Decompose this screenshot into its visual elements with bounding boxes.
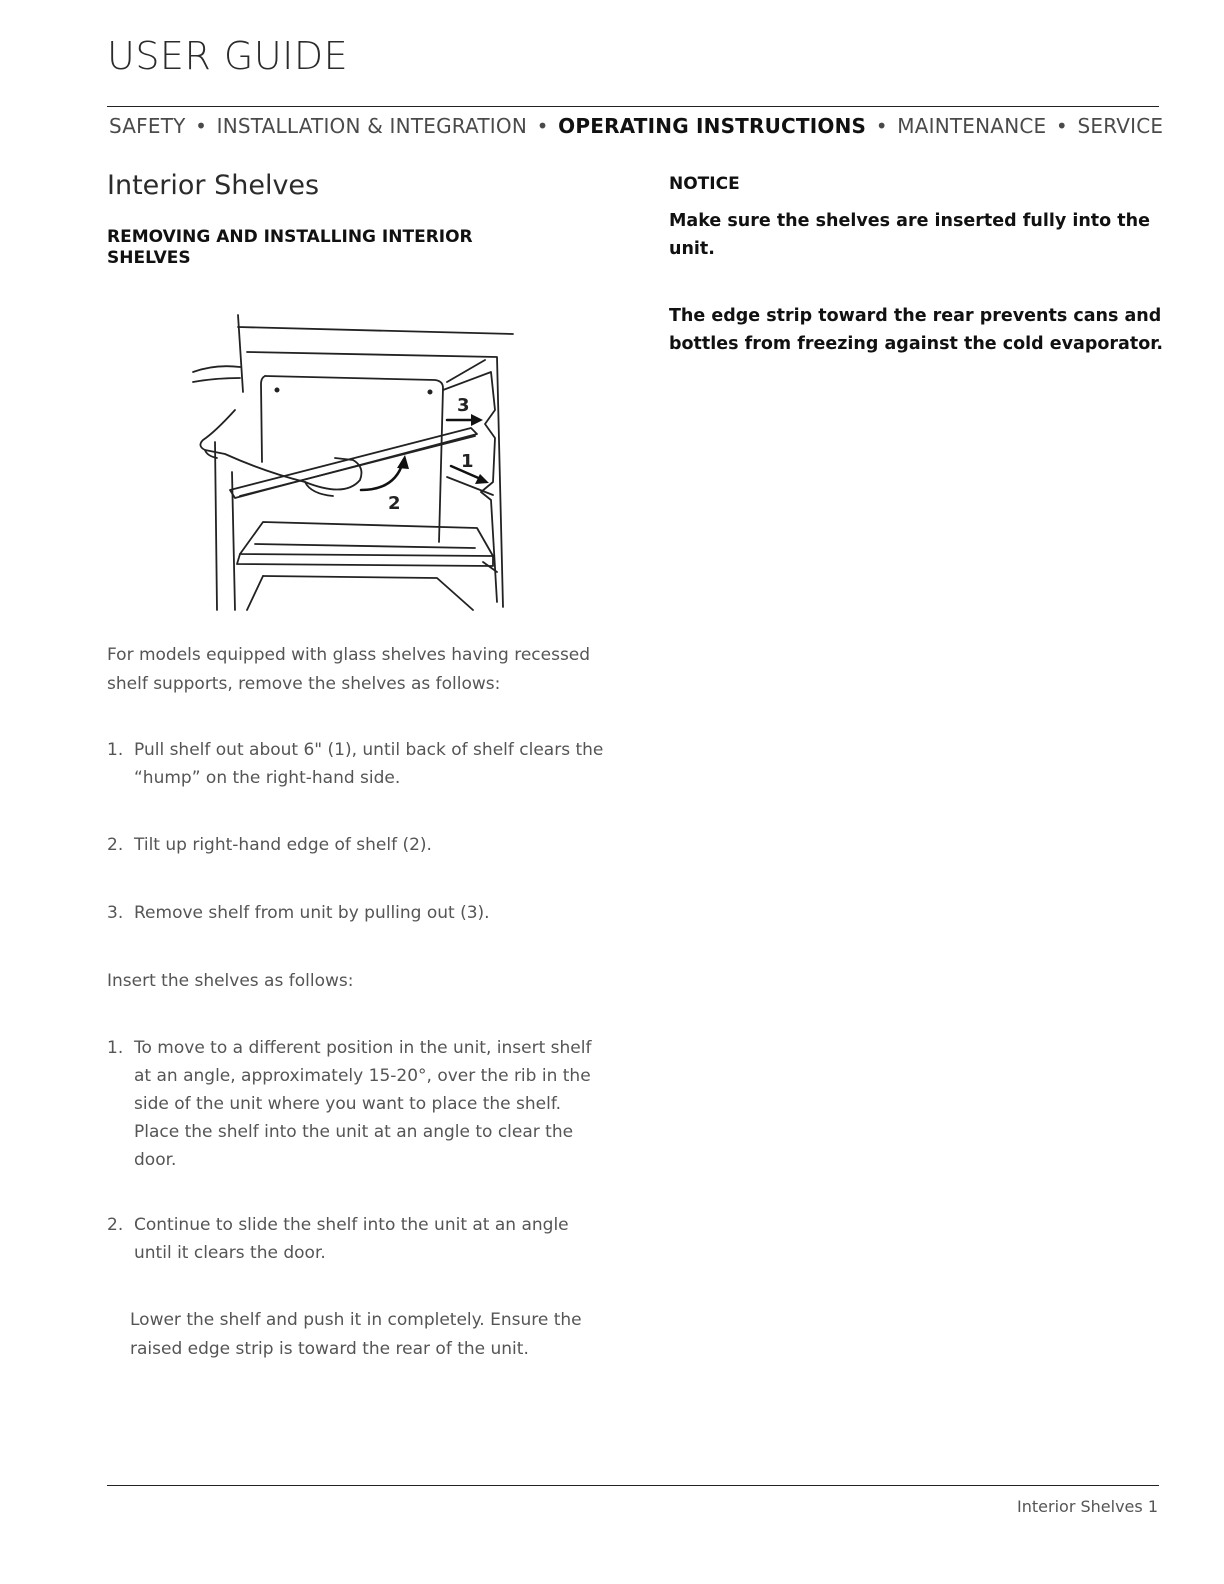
list-item xyxy=(107,1034,607,1174)
list-item xyxy=(107,899,607,927)
header-divider xyxy=(107,106,1159,107)
nav-separator: • xyxy=(195,114,208,138)
document-title: USER GUIDE xyxy=(107,34,349,78)
list-text: To move to a different position in the unit, insert shelf at an angle, approximately 15-20°, over the rib in the side of the unit where you want to place the shelf. Place the shelf into the unit at an angle to clear the door. xyxy=(134,1038,592,1170)
list-text: Remove shelf from unit by pulling out (3). xyxy=(134,903,490,923)
nav-item-maintenance[interactable]: MAINTENANCE xyxy=(897,114,1047,138)
footer-divider xyxy=(107,1485,1159,1486)
list-number: 3. xyxy=(107,903,124,923)
list-item xyxy=(107,831,607,859)
notice-paragraph: The edge strip toward the rear prevents cans and bottles from freezing against the cold evaporator. xyxy=(669,306,1164,354)
list-item xyxy=(107,736,607,792)
list-number: 1. xyxy=(107,1038,124,1058)
subheading: REMOVING AND INSTALLING INTERIOR SHELVES xyxy=(107,227,473,268)
callout-2: 2 xyxy=(388,493,401,514)
list-text: Pull shelf out about 6" (1), until back of shelf clears the “hump” on the right-hand side. xyxy=(134,740,604,788)
list-number: 1. xyxy=(107,740,124,760)
nav-item-installation[interactable]: INSTALLATION & INTEGRATION xyxy=(216,114,528,138)
intro-paragraph: For models equipped with glass shelves having recessed shelf supports, remove the shelves as follows: xyxy=(107,645,591,694)
list-text: Continue to slide the shelf into the unit at an angle until it clears the door. xyxy=(134,1215,569,1263)
callout-1: 1 xyxy=(461,451,474,472)
page-footer: Interior Shelves 1 xyxy=(1017,1497,1158,1516)
callout-3: 3 xyxy=(457,395,470,416)
list-number: 2. xyxy=(107,1215,124,1235)
shelf-removal-illustration xyxy=(185,312,515,612)
nav-separator: • xyxy=(1055,114,1068,138)
insert-intro: Insert the shelves as follows: xyxy=(107,971,354,991)
notice-label: NOTICE xyxy=(669,174,740,194)
section-title: Interior Shelves xyxy=(107,170,320,201)
list-item xyxy=(107,1211,607,1267)
nav-item-safety[interactable]: SAFETY xyxy=(109,114,186,138)
list-text: Tilt up right-hand edge of shelf (2). xyxy=(134,835,432,855)
nav-separator: • xyxy=(875,114,888,138)
list-number: 2. xyxy=(107,835,124,855)
nav-item-service[interactable]: SERVICE xyxy=(1077,114,1164,138)
nav-item-operating-instructions[interactable]: OPERATING INSTRUCTIONS xyxy=(558,114,867,138)
notice-paragraph: Make sure the shelves are inserted fully into the unit. xyxy=(669,211,1150,259)
closing-paragraph: Lower the shelf and push it in completely. Ensure the raised edge strip is toward the rear of the unit. xyxy=(130,1310,582,1359)
nav-separator: • xyxy=(536,114,549,138)
section-nav xyxy=(109,114,1164,138)
